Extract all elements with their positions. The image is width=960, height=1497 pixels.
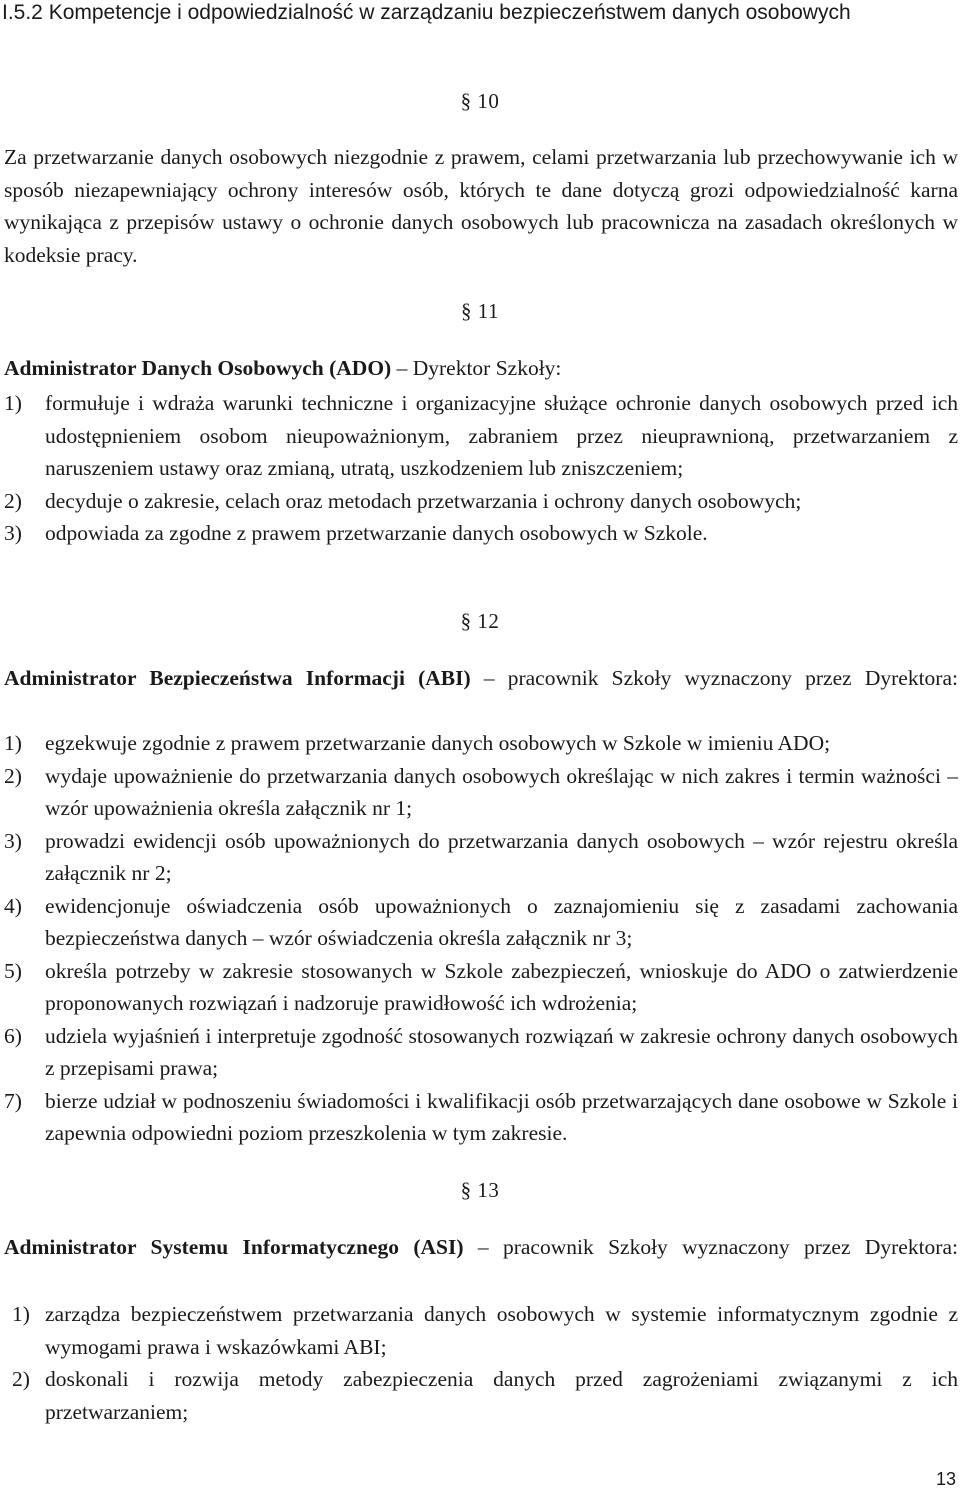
role-name-asi: Administrator Systemu Informatycznego (ASI) <box>4 1235 464 1259</box>
list-item-number: 2) <box>4 488 22 513</box>
paragraph-mark-12: § 12 <box>460 609 500 633</box>
role-description-asi: – pracownik Szkoły wyznaczony przez Dyrektora: <box>463 1235 958 1259</box>
list-item-text: bierze udział w podnoszeniu świadomości i kwalifikacji osób przetwarzających dane osobowe w Szkole i zapewnia odpowiedni poziom przeszkolenia w tym zakresie. <box>45 1088 958 1145</box>
list-item-number: 5) <box>4 958 22 983</box>
list-item <box>4 387 958 485</box>
list-item-text: zarządza bezpieczeństwem przetwarzania danych osobowych w systemie informatycznym zgodnie z wymogami prawa i wskazówkami ABI; <box>45 1302 958 1359</box>
list-item <box>4 1363 958 1428</box>
list-item-number: 4) <box>4 893 22 918</box>
section-heading: I.5.2 Kompetencje i odpowiedzialność w zarządzaniu bezpieczeństwem danych osobowych <box>2 1 851 24</box>
list-item-number: 7) <box>4 1088 22 1113</box>
list-item <box>4 1020 958 1085</box>
paragraph-13-list <box>4 1298 958 1428</box>
paragraph-12-intro <box>4 662 958 695</box>
list-item-text: formułuje i wdraża warunki techniczne i organizacyjne służące ochronie danych osobowych przed ich udostępnieniem osobom nieupoważnionym, zabraniem przez nieuprawnioną, przetwarzaniem z naruszeniem ustawy oraz zmianą, utratą, uszkodzeniem lub zniszczeniem; <box>45 391 958 480</box>
paragraph-10-body: Za przetwarzanie danych osobowych niezgodnie z prawem, celami przetwarzania lub przechowywanie ich w sposób niezapewniający ochrony interesów osób, których te dane dotyczą grozi odpowiedzialność karna wynikająca z przepisów ustawy o ochronie danych osobowych lub pracownicza na zasadach określonych w kodeksie pracy. <box>4 145 958 267</box>
list-item-text: decyduje o zakresie, celach oraz metodach przetwarzania i ochrony danych osobowych; <box>45 488 802 513</box>
list-item-number: 1) <box>12 1302 30 1326</box>
list-item <box>4 517 958 550</box>
page-number: 13 <box>935 1469 956 1489</box>
paragraph-13-intro <box>4 1231 958 1264</box>
role-name-abi: Administrator Bezpieczeństwa Informacji (ABI) <box>4 666 471 690</box>
paragraph-11-intro <box>4 352 958 385</box>
list-item-number: 2) <box>4 763 22 788</box>
list-item-text: odpowiada za zgodne z prawem przetwarzanie danych osobowych w Szkole. <box>45 521 708 545</box>
list-item-number: 1) <box>4 391 22 415</box>
list-item-text: prowadzi ewidencji osób upoważnionych do przetwarzania danych osobowych – wzór rejestru określa załącznik nr 2; <box>45 828 958 885</box>
role-description-abi: – pracownik Szkoły wyznaczony przez Dyrektora: <box>470 666 958 690</box>
list-item-text: doskonali i rozwija metody zabezpieczenia danych przed zagrożeniami związanymi z ich przetwarzaniem; <box>45 1367 958 1424</box>
list-item <box>4 890 958 955</box>
paragraph-mark-13: § 13 <box>460 1178 500 1202</box>
list-item-number: 1) <box>4 731 22 755</box>
list-item-text: udziela wyjaśnień i interpretuje zgodność stosowanych rozwiązań w zakresie ochrony danych osobowych z przepisami prawa; <box>45 1023 958 1080</box>
list-item-number: 3) <box>4 828 22 853</box>
list-item-text: określa potrzeby w zakresie stosowanych w Szkole zabezpieczeń, wnioskuje do ADO o zatwierdzenie proponowanych rozwiązań i nadzoruje prawidłowość ich wdrożenia; <box>45 958 958 1015</box>
list-item-text: wydaje upoważnienie do przetwarzania danych osobowych określając w nich zakres i termin ważności – wzór upoważnienia określa załącznik nr 1; <box>45 763 958 820</box>
paragraph-mark-10: § 10 <box>460 89 500 113</box>
list-item-number: 6) <box>4 1023 22 1048</box>
list-item <box>4 825 958 890</box>
list-item <box>4 760 958 825</box>
paragraph-12-list <box>4 727 958 1150</box>
list-item-number: 3) <box>4 521 22 545</box>
list-item <box>4 955 958 1020</box>
list-item <box>4 485 958 518</box>
role-name-ado: Administrator Danych Osobowych (ADO) <box>4 356 392 380</box>
paragraph-11-list <box>4 387 958 550</box>
list-item-text: ewidencjonuje oświadczenia osób upoważnionych o zaznajomieniu się z zasadami zachowania bezpieczeństwa danych – wzór oświadczenia określa załącznik nr 3; <box>45 893 958 950</box>
list-item-number: 2) <box>12 1367 30 1391</box>
paragraph-mark-11: § 11 <box>461 299 499 323</box>
list-item <box>4 1085 958 1150</box>
list-item <box>4 727 958 760</box>
role-description-ado: – Dyrektor Szkoły: <box>391 356 562 380</box>
list-item <box>4 1298 958 1363</box>
list-item-text: egzekwuje zgodnie z prawem przetwarzanie danych osobowych w Szkole w imieniu ADO; <box>45 731 831 755</box>
